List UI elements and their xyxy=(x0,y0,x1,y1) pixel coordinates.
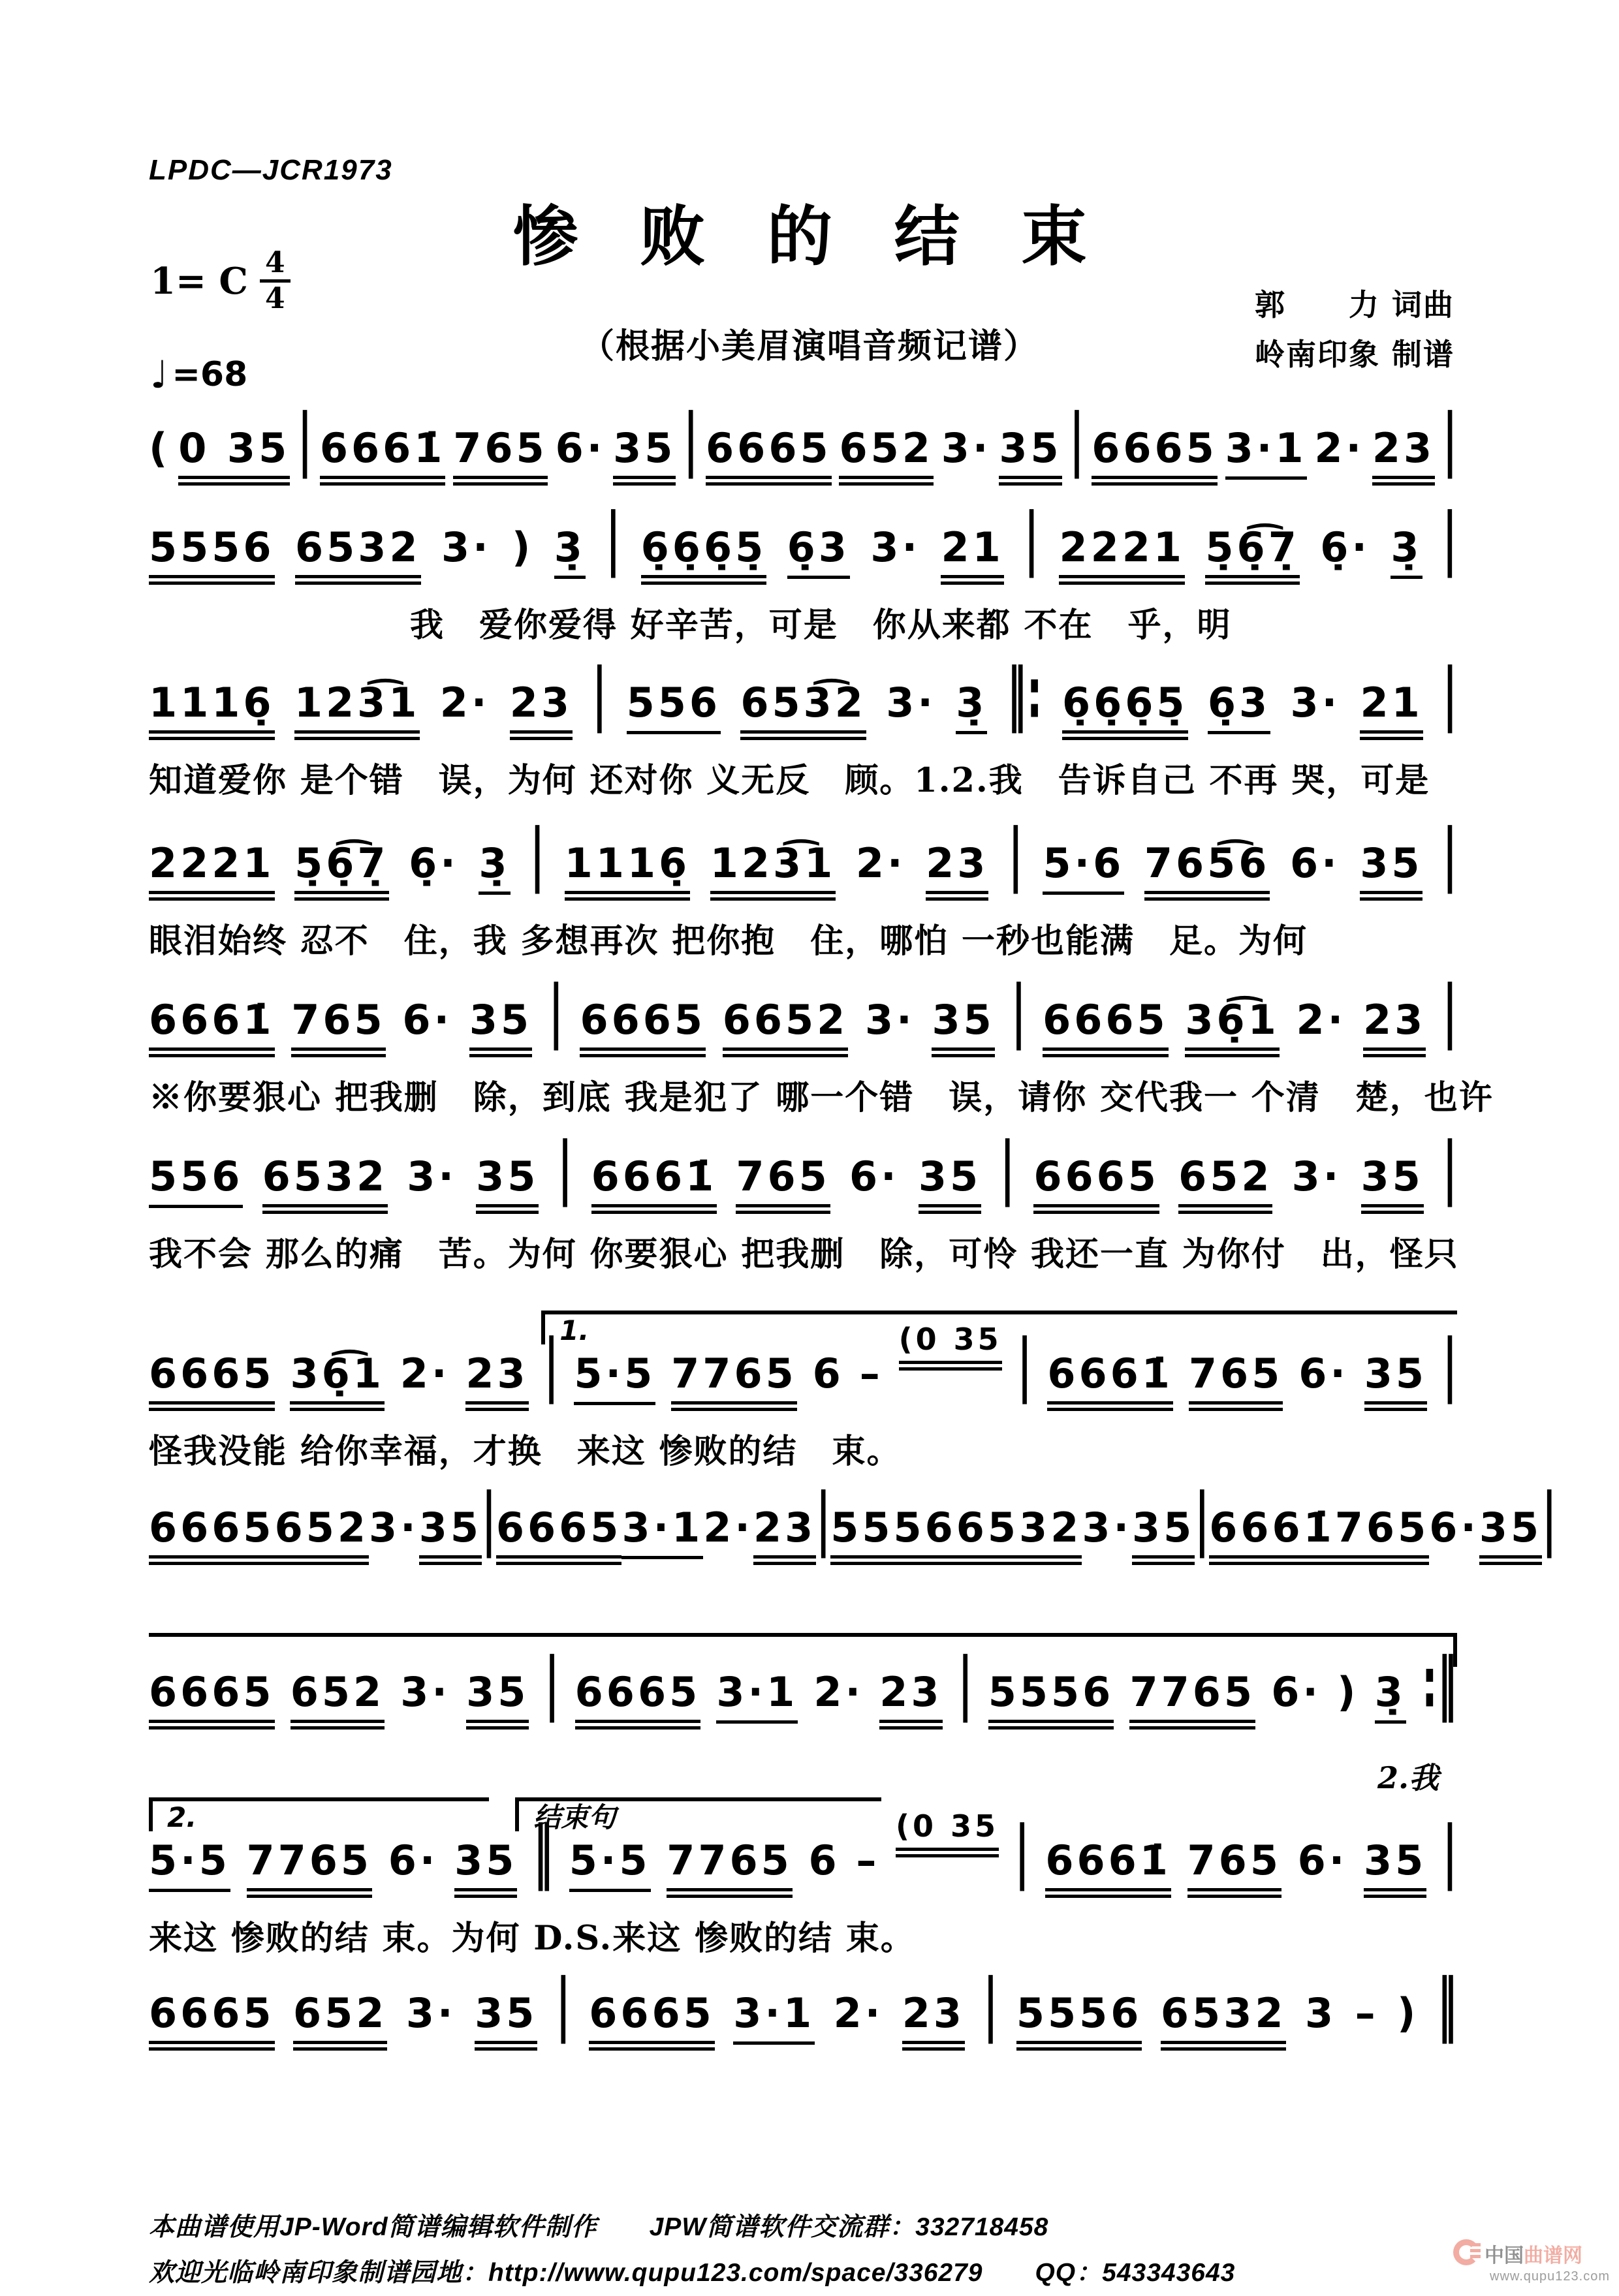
notes-row xyxy=(149,1322,1457,1411)
note-group: 7765 xyxy=(247,1837,373,1898)
note-group: 6665 xyxy=(575,1668,701,1730)
barline: ‖: xyxy=(1007,654,1043,734)
note-group: 2· xyxy=(703,1504,753,1551)
note-group: ) xyxy=(512,523,534,571)
note-group: 35 xyxy=(476,1153,539,1214)
quarter-note-icon: ♩ xyxy=(150,352,168,397)
barline: | xyxy=(1442,1128,1457,1208)
note-group: 3·1 xyxy=(621,1504,703,1559)
volta-ending-label: 1. xyxy=(541,1311,1457,1344)
note-group: 3 xyxy=(1304,1989,1337,2037)
barline: | xyxy=(1024,499,1039,579)
note-group: 6532 xyxy=(1161,1989,1287,2051)
barline: | xyxy=(556,1964,571,2045)
note-group: 23 xyxy=(926,839,988,901)
note-group: 6652 xyxy=(723,996,849,1057)
note-group: 36̣͡1 xyxy=(1185,996,1279,1057)
note-group: 23 xyxy=(1372,424,1435,486)
barline: | xyxy=(1017,1325,1032,1405)
credit-arranger: 岭南印象 制谱 xyxy=(1254,336,1454,372)
lyrics-line: 眼泪始终 忍不 住，我 多想再次 把你抱 住，哪怕 一秒也能满 足。为何 xyxy=(149,922,1308,961)
note-group: 765 xyxy=(736,1153,830,1214)
note-group: 6665 xyxy=(706,424,832,486)
note-group: 2221 xyxy=(149,839,275,901)
note-group: 3· xyxy=(870,523,921,571)
note-group: 21 xyxy=(941,523,1003,585)
score xyxy=(149,399,1557,2094)
note-group: 6532 xyxy=(956,1504,1082,1565)
note-group: 3̣ xyxy=(1375,1668,1406,1724)
note-group: 3̣ xyxy=(956,679,987,734)
note-group: (0 35 xyxy=(896,1808,999,1857)
note-group: ) xyxy=(1397,1989,1419,2037)
volta-ending-label: 2. xyxy=(149,1797,489,1831)
note-group: 3̣ xyxy=(554,523,586,579)
note-group: 35 xyxy=(1479,1504,1542,1565)
note-group: ) xyxy=(1337,1668,1359,1716)
note-group: 765 xyxy=(291,996,385,1057)
note-group: 5·5 xyxy=(569,1837,651,1892)
volta-ending-label: 结束句 xyxy=(515,1797,881,1831)
note-group: 765 xyxy=(453,424,547,486)
barline: | xyxy=(816,1479,831,1559)
note-group: 5556 xyxy=(988,1668,1114,1730)
note-group: 652 xyxy=(291,1668,385,1730)
notes-row xyxy=(149,814,1457,901)
note-group: 35 xyxy=(454,1837,517,1898)
barline: | xyxy=(1008,814,1023,895)
music-system xyxy=(149,814,1457,996)
note-group: 6665 xyxy=(1043,996,1169,1057)
note-group: 6· xyxy=(1429,1504,1479,1551)
note-group: 6665 xyxy=(580,996,706,1057)
note-group: 765͡6 xyxy=(1144,839,1270,901)
note-group: 3· xyxy=(941,424,992,472)
note-group: 3· xyxy=(1082,1504,1133,1551)
note-group: 5·5 xyxy=(149,1837,230,1892)
note-group: 556 xyxy=(627,679,721,734)
note-group: 35 xyxy=(1364,1350,1427,1411)
note-group: 123͡1 xyxy=(710,839,836,901)
barline: | xyxy=(298,399,312,480)
note-group: 2· xyxy=(813,1668,864,1716)
barline: | xyxy=(983,1964,998,2045)
notes-row xyxy=(149,654,1457,740)
note-group: 2221 xyxy=(1059,523,1185,585)
notes-row xyxy=(149,399,1457,486)
note-group: 6665 xyxy=(496,1504,622,1565)
note-group: 35 xyxy=(1361,1153,1424,1214)
note-group: 35 xyxy=(469,996,532,1057)
note-group: 2· xyxy=(439,679,490,726)
music-system xyxy=(149,1479,1557,1632)
note-group: 35 xyxy=(999,424,1061,486)
barline: | xyxy=(481,1479,496,1559)
note-group: 35 xyxy=(1132,1504,1195,1565)
footer-line-1: 本曲谱使用JP-Word简谱编辑软件制作 JPW简谱软件交流群：332718458 xyxy=(149,2213,1049,2241)
note-group: 3·1 xyxy=(1225,424,1307,480)
note-group: 652 xyxy=(839,424,933,486)
note-group: 6661̇ xyxy=(591,1153,717,1214)
notes-row xyxy=(149,971,1457,1057)
notes-row xyxy=(149,499,1457,585)
note-group: 6· xyxy=(1271,1668,1321,1716)
note-group: – xyxy=(856,1837,880,1884)
note-group: 6· xyxy=(1289,839,1340,887)
barline: | xyxy=(544,1643,559,1724)
lyrics-line: 知道爱你 是个错 误，为何 还对你 义无反 顾。1.2.我 告诉自己 不再 哭，可是 xyxy=(149,761,1430,800)
note-group: 6 xyxy=(808,1837,840,1884)
note-group: 21 xyxy=(1360,679,1423,740)
note-group: 6̣3 xyxy=(1208,679,1270,734)
barline: | xyxy=(1011,971,1026,1051)
note-group: 2· xyxy=(833,1989,884,2037)
note-group: 6661̇ xyxy=(320,424,446,486)
note-group: 1116̣ xyxy=(149,679,275,740)
note-group: 35 xyxy=(466,1668,529,1730)
barline: | xyxy=(530,814,544,895)
note-group: 2· xyxy=(400,1350,450,1397)
watermark-url: www.qupu123.com xyxy=(1490,2269,1610,2284)
barline: | xyxy=(1443,654,1457,734)
barline: | xyxy=(958,1643,973,1724)
note-group: 35 xyxy=(1364,1837,1426,1898)
barline: | xyxy=(592,654,607,734)
music-system xyxy=(149,499,1457,679)
note-group: – xyxy=(1355,1989,1379,2037)
note-group: 2· xyxy=(855,839,906,887)
note-group: 23 xyxy=(879,1668,942,1730)
note-group: 3· xyxy=(865,996,915,1044)
note-group: 35 xyxy=(919,1153,981,1214)
qupu-logo-icon xyxy=(1453,2239,1482,2268)
note-group: 6665 xyxy=(1092,424,1218,486)
note-group: 6̣6̣6̣5̣ xyxy=(1062,679,1188,740)
note-group: 6̣6̣6̣5̣ xyxy=(641,523,767,585)
note-group: 653͡2 xyxy=(740,679,866,740)
note-group: 6532 xyxy=(295,523,421,585)
note-group: 6· xyxy=(555,424,606,472)
note-group: 652 xyxy=(275,1504,369,1565)
music-system xyxy=(149,1632,1457,1796)
note-group: 765 xyxy=(1189,1350,1283,1411)
note-group: 23 xyxy=(510,679,573,740)
key-label: 1= C xyxy=(150,259,248,303)
barline: | xyxy=(1443,399,1457,480)
music-system xyxy=(149,1128,1459,1309)
barline: | xyxy=(1195,1479,1210,1559)
note-group: 3·1 xyxy=(716,1668,798,1724)
site-watermark xyxy=(1453,2239,1610,2284)
note-group: 36̣͡1 xyxy=(290,1350,384,1411)
note-group: 3· xyxy=(1290,679,1341,726)
lyrics-line: 怪我没能 给你幸福，才换 来这 惨败的结 束。 xyxy=(149,1432,902,1471)
note-group: 3· xyxy=(886,679,936,726)
note-group: 7765 xyxy=(1129,1668,1255,1730)
barline: | xyxy=(1542,1479,1557,1559)
music-system xyxy=(149,1309,1457,1504)
barline: | xyxy=(548,971,563,1051)
note-group: 6661̇ xyxy=(1045,1837,1171,1898)
note-group: 5̣6̣͡7̣ xyxy=(294,839,388,901)
note-group: 6665 xyxy=(589,1989,715,2051)
barline: | xyxy=(1069,399,1084,480)
barline: :‖ xyxy=(1421,1643,1457,1724)
watermark-site-name: 中国曲谱网 xyxy=(1485,2245,1582,2267)
note-group: 6̣· xyxy=(1320,523,1370,571)
note-group: 6665 xyxy=(1033,1153,1159,1214)
note-group: 5556 xyxy=(149,523,275,585)
note-group: 6661̇ xyxy=(149,996,275,1057)
note-group: 3· xyxy=(368,1504,419,1551)
barline: | xyxy=(1442,1325,1457,1405)
lyrics-line: 我 爱你爱得 好辛苦，可是 你从来都 不在 乎，明 xyxy=(410,606,1232,645)
note-group: 652 xyxy=(1178,1153,1272,1214)
song-title: 惨 败 的 结 束 xyxy=(512,198,1107,275)
subtitle: （根据小美眉演唱音频记谱） xyxy=(580,326,1039,366)
music-system xyxy=(149,1796,1457,1989)
note-group: 6665 xyxy=(149,1989,275,2051)
note-group: 5556 xyxy=(1016,1989,1142,2051)
note-group: 35 xyxy=(613,424,676,486)
meter-numerator: 4 xyxy=(260,248,291,283)
note-group: 652 xyxy=(293,1989,387,2051)
note-group: 6· xyxy=(1297,1837,1348,1884)
key-signature xyxy=(150,248,291,314)
note-group: 3· xyxy=(405,1989,456,2037)
barline: | xyxy=(1442,1812,1457,1892)
note-group: 556 xyxy=(149,1153,243,1208)
barline: | xyxy=(606,499,621,579)
note-group: 3̣ xyxy=(479,839,510,895)
barline: | xyxy=(1000,1128,1015,1208)
verse-cue: 2.我 xyxy=(1377,1760,1439,1795)
catalog-code: LPDC—JCR1973 xyxy=(149,154,393,186)
footer-line-2: 欢迎光临岭南印象制谱园地：http://www.qupu123.com/space/336279 QQ：543343643 xyxy=(149,2259,1236,2288)
note-group: 6661̇ xyxy=(1047,1350,1173,1411)
note-group: 6̣3 xyxy=(787,523,850,579)
note-group: 6665 xyxy=(149,1668,275,1730)
meter-denominator: 4 xyxy=(264,282,285,316)
note-group: 2· xyxy=(1296,996,1347,1044)
note-group: 35 xyxy=(1360,839,1423,901)
note-group: 0 35 xyxy=(178,424,290,486)
credits xyxy=(1255,281,1454,380)
note-group: 6661̇ xyxy=(1209,1504,1335,1565)
note-group: 2· xyxy=(1314,424,1365,472)
notes-row xyxy=(149,1964,1457,2051)
note-group: 3·1 xyxy=(733,1989,815,2045)
note-group: 123͡1 xyxy=(294,679,420,740)
time-signature xyxy=(260,248,291,314)
lyrics-line: 我不会 那么的痛 苦。为何 你要狠心 把我删 除，可怜 我还一直 为你付 出，怪只 xyxy=(149,1235,1459,1274)
note-group: 5·6 xyxy=(1043,839,1124,895)
notes-row xyxy=(149,1479,1557,1565)
note-group: 6665 xyxy=(149,1350,275,1411)
barline: | xyxy=(544,1325,559,1405)
note-group: – xyxy=(859,1350,883,1397)
music-system xyxy=(149,1964,1457,2094)
note-group: 3· xyxy=(1291,1153,1342,1200)
barline: | xyxy=(684,399,699,480)
note-group: 23 xyxy=(753,1504,816,1565)
barline: | xyxy=(1443,814,1457,895)
note-group: 6̣· xyxy=(409,839,459,887)
note-group: 35 xyxy=(475,1989,537,2051)
note-group: 23 xyxy=(465,1350,528,1411)
note-group: 5̣6̣͡7̣ xyxy=(1205,523,1299,585)
note-group: 5556 xyxy=(830,1504,956,1565)
note-group: 35 xyxy=(419,1504,482,1565)
note-group: 1116̣ xyxy=(565,839,691,901)
volta-bracket xyxy=(149,1633,1457,1667)
notes-row xyxy=(149,1643,1457,1730)
music-system xyxy=(149,399,1457,523)
note-group: 6· xyxy=(402,996,453,1044)
barline: | xyxy=(1014,1812,1030,1892)
note-group: 23 xyxy=(1363,996,1426,1057)
note-group: 6· xyxy=(388,1837,439,1884)
note-group: 6665 xyxy=(149,1504,275,1565)
note-group: ( xyxy=(149,424,171,472)
music-system xyxy=(149,971,1494,1153)
note-group: 6· xyxy=(849,1153,900,1200)
credit-lyricist: 郭 力 词曲 xyxy=(1254,287,1454,322)
note-group: 23 xyxy=(902,1989,965,2051)
barline: | xyxy=(1442,499,1457,579)
note-group: 5·5 xyxy=(574,1350,655,1405)
lyrics-line: 来这 惨败的结 束。为何 D.S.来这 惨败的结 束。 xyxy=(149,1919,915,1958)
note-group: (0 35 xyxy=(899,1322,1002,1371)
barline: ‖ xyxy=(533,1812,554,1892)
note-group: 3· xyxy=(407,1153,457,1200)
note-group: 6 xyxy=(812,1350,844,1397)
notes-row xyxy=(149,1128,1457,1214)
note-group: 7765 xyxy=(671,1350,797,1411)
note-group: 35 xyxy=(932,996,994,1057)
note-group: 6· xyxy=(1298,1350,1349,1397)
note-group: 3· xyxy=(400,1668,450,1716)
note-group: 765 xyxy=(1335,1504,1429,1565)
note-group: 6532 xyxy=(262,1153,388,1214)
note-group: 7765 xyxy=(667,1837,793,1898)
tempo-value: =68 xyxy=(172,355,248,394)
barline: | xyxy=(558,1128,573,1208)
music-system xyxy=(149,654,1457,839)
barline: | xyxy=(1442,971,1457,1051)
note-group: 765 xyxy=(1187,1837,1281,1898)
footer-note xyxy=(149,2205,1235,2296)
note-group: 3̣ xyxy=(1391,523,1422,579)
barline: ‖ xyxy=(1437,1964,1457,2045)
note-group: 3· xyxy=(441,523,492,571)
lyrics-line: ※你要狠心 把我删 除，到底 我是犯了 哪一个错 误，请你 交代我一 个清 楚，也许 xyxy=(149,1078,1494,1117)
